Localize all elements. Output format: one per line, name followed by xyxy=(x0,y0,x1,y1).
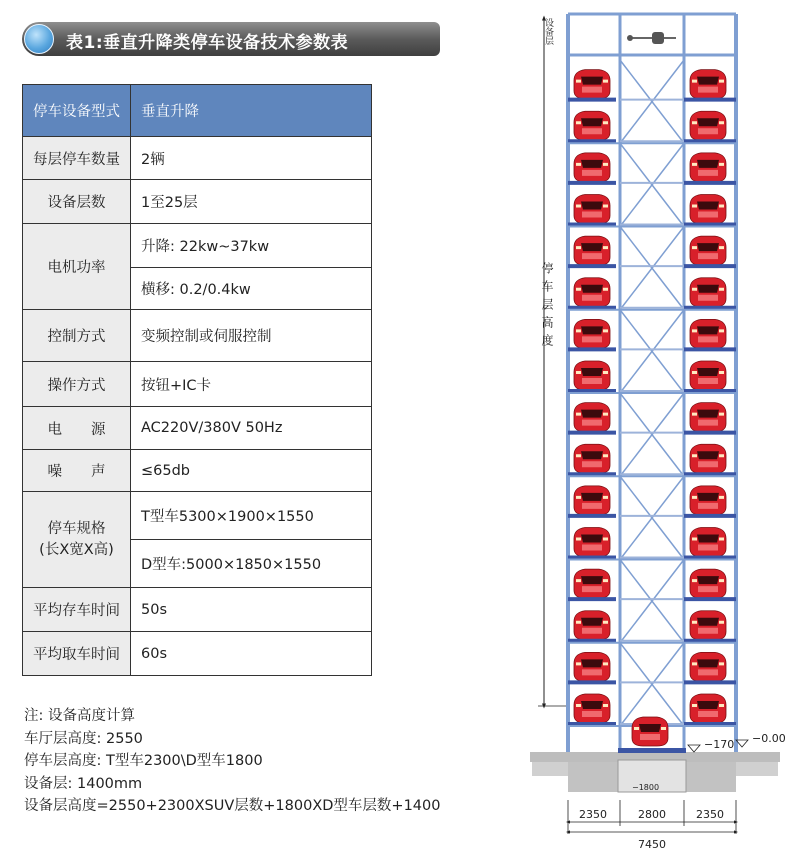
level-mark-zero: −0.00 xyxy=(752,732,786,745)
row-label: 平均取车时间 xyxy=(23,632,131,676)
parked-car-icon xyxy=(574,319,610,348)
parked-car-icon xyxy=(574,569,610,598)
parked-car-icon xyxy=(690,528,726,557)
row-label-main: 停车规格 xyxy=(47,520,106,537)
level-mark-neg: −170 xyxy=(704,738,735,751)
parked-car-icon xyxy=(574,444,610,473)
row-value: 按钮+IC卡 xyxy=(131,362,372,407)
note-line: 注: 设备高度计算 xyxy=(24,708,135,724)
parked-car-icon xyxy=(690,70,726,99)
note-line: 设备层: 1400mm xyxy=(24,775,143,792)
dim-right: 2350 xyxy=(696,808,724,821)
parked-car-icon xyxy=(574,278,610,307)
dim-left: 2350 xyxy=(579,808,607,821)
parked-car-icon xyxy=(690,153,726,182)
row-value: 升降: 22kw~37kw xyxy=(131,224,372,268)
row-value: 垂直升降 xyxy=(131,85,372,137)
parked-car-icon xyxy=(574,195,610,224)
parked-car-icon xyxy=(690,195,726,224)
parking-height-label: 停车层高度 xyxy=(540,262,554,352)
row-value: AC220V/380V 50Hz xyxy=(131,407,372,450)
note-line: 设备层高度=2550+2300XSUV层数+1800XD型车层数+1400 xyxy=(24,798,441,814)
dim-middle: 2800 xyxy=(638,808,666,821)
parked-car-icon xyxy=(574,236,610,265)
row-value: 变频控制或伺服控制 xyxy=(131,310,372,362)
row-label: 平均存车时间 xyxy=(23,588,131,632)
row-value: 1至25层 xyxy=(131,180,372,224)
parked-car-icon xyxy=(690,319,726,348)
note-line: 车厅层高度: 2550 xyxy=(24,730,143,747)
parked-car-icon xyxy=(690,694,726,723)
parked-car-icon xyxy=(574,361,610,390)
row-label: 停车设备型式 xyxy=(23,85,131,137)
parked-car-icon xyxy=(574,486,610,515)
dim-total: 7450 xyxy=(638,838,666,851)
row-label: 控制方式 xyxy=(23,310,131,362)
parking-floors xyxy=(566,60,738,726)
equipment-layer-label: 设备层 xyxy=(543,18,553,45)
row-value: 50s xyxy=(131,588,372,632)
page-title: 表1:垂直升降类停车设备技术参数表 xyxy=(66,33,349,53)
parked-car-icon xyxy=(690,652,726,681)
lobby-car-icon xyxy=(632,717,668,746)
parked-car-icon xyxy=(690,569,726,598)
row-label: 噪 声 xyxy=(23,450,131,492)
row-label-sub: (长X宽X高) xyxy=(39,541,114,558)
parked-car-icon xyxy=(574,611,610,640)
row-label: 设备层数 xyxy=(23,180,131,224)
parked-car-icon xyxy=(690,111,726,140)
parked-car-icon xyxy=(690,236,726,265)
parked-car-icon xyxy=(574,111,610,140)
row-label: 电 源 xyxy=(23,407,131,450)
row-value: T型车5300×1900×1550 xyxy=(131,492,372,540)
parked-car-icon xyxy=(574,153,610,182)
parked-car-icon xyxy=(690,361,726,390)
row-value: 60s xyxy=(131,632,372,676)
parked-car-icon xyxy=(574,70,610,99)
parked-car-icon xyxy=(574,694,610,723)
row-label: 每层停车数量 xyxy=(23,137,131,180)
pit-depth-label: −1800 xyxy=(632,783,660,792)
parked-car-icon xyxy=(690,611,726,640)
row-value: D型车:5000×1850×1550 xyxy=(131,540,372,588)
row-value: 2辆 xyxy=(131,137,372,180)
row-label: 电机功率 xyxy=(23,224,131,310)
parked-car-icon xyxy=(690,444,726,473)
note-line: 停车层高度: T型车2300\D型车1800 xyxy=(24,753,263,769)
row-value: ≤65db xyxy=(131,450,372,492)
row-label: 操作方式 xyxy=(23,362,131,407)
parked-car-icon xyxy=(574,528,610,557)
parked-car-icon xyxy=(690,403,726,432)
parked-car-icon xyxy=(690,486,726,515)
row-value: 横移: 0.2/0.4kw xyxy=(131,268,372,310)
parked-car-icon xyxy=(690,278,726,307)
parked-car-icon xyxy=(574,403,610,432)
parked-car-icon xyxy=(574,652,610,681)
hoist-motor-icon xyxy=(627,32,676,44)
